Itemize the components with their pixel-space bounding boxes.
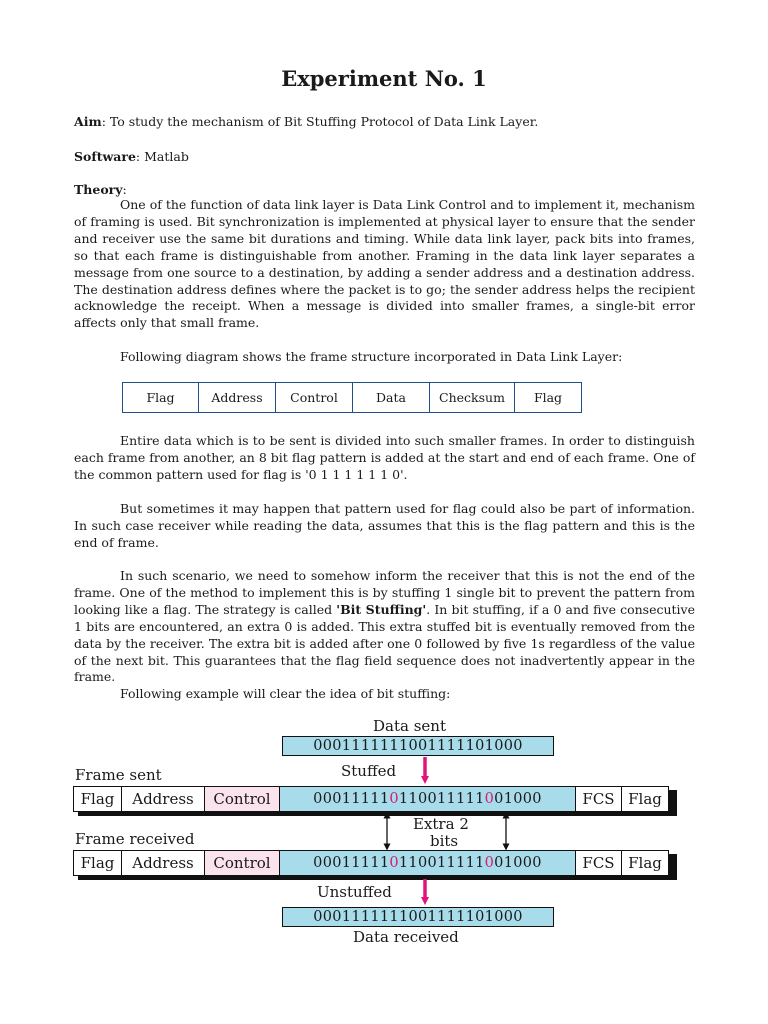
frame-sent-flag: Flag xyxy=(73,786,121,812)
frame-received-flag: Flag xyxy=(73,850,121,876)
unstuffed-label: Unstuffed xyxy=(317,883,392,901)
data-sent-label: Data sent xyxy=(373,717,446,735)
frame-received-flag-end: Flag xyxy=(621,850,669,876)
frame-received-control: Control xyxy=(204,850,279,876)
page-title: Experiment No. 1 xyxy=(281,66,487,91)
extra-bits-label-1: Extra 2 xyxy=(413,815,469,833)
aim-label: Aim xyxy=(74,114,102,129)
frame-sent-fcs: FCS xyxy=(575,786,621,812)
frame-field-flag: Flag xyxy=(123,383,199,413)
data-received-bits: 0001111111001111101000 xyxy=(282,907,554,927)
theory-label: Theory xyxy=(74,182,123,197)
frame-sent-control: Control xyxy=(204,786,279,812)
frame-received-data: 000111110110011111001000 xyxy=(279,850,575,876)
frame-field-checksum: Checksum xyxy=(430,383,515,413)
theory-heading: Theory: xyxy=(74,182,127,197)
theory-paragraph-3: Entire data which is to be sent is divided into such smaller frames. In order to distinguish each frame from another, an 8 bit flag pattern is added at the start and end of each frame. One of the common pattern used for flag is '0 1 1 1 1 1 1 0'. xyxy=(74,433,695,482)
frame-field-address: Address xyxy=(199,383,276,413)
software-line xyxy=(74,149,189,164)
theory-paragraph-4: But sometimes it may happen that pattern used for flag could also be part of information. In such case receiver while reading the data, assumes that this is the flag pattern and this is the end of frame. xyxy=(74,501,695,550)
data-received-label: Data received xyxy=(353,928,459,946)
frame-field-flag-end: Flag xyxy=(515,383,582,413)
software-text: : Matlab xyxy=(135,149,189,164)
frame-received-address: Address xyxy=(121,850,204,876)
frame-structure-intro: Following diagram shows the frame structure incorporated in Data Link Layer: xyxy=(120,349,623,364)
frame-sent-address: Address xyxy=(121,786,204,812)
stuffed-bit-2: 0 xyxy=(484,791,495,807)
aim-text: : To study the mechanism of Bit Stuffing Protocol of Data Link Layer. xyxy=(101,114,539,129)
extra-bits-label-2: bits xyxy=(430,832,459,850)
received-stuffed-bit-1: 0 xyxy=(389,855,399,871)
aim-line xyxy=(74,114,538,129)
theory-paragraph-5: In such scenario, we need to somehow inform the receiver that this is not the end of the frame. One of the method to implement this is by stuffing 1 single bit to prevent the pattern from looking like a flag. The strategy is called 'Bit Stuffing'. In bit stuffing, if a 0 and five consecutive 1 bits are encountered, an extra 0 is added. This extra stuffed bit is eventually removed from the data by the receiver. The extra bit is added after one 0 followed by five 1s regardless of the value of the next bit. This guarantees that the flag field sequence does not inadvertently appear in the frame. xyxy=(74,568,696,685)
stuffed-bit-1: 0 xyxy=(389,791,399,807)
frame-sent-flag-end: Flag xyxy=(621,786,669,812)
received-stuffed-bit-2: 0 xyxy=(484,855,495,871)
frame-sent-data: 000111110110011111001000 xyxy=(279,786,575,812)
frame-field-control: Control xyxy=(276,383,353,413)
bit-stuffing-term: 'Bit Stuffing' xyxy=(336,601,427,617)
frame-sent-label: Frame sent xyxy=(75,766,162,784)
software-label: Software xyxy=(74,149,136,164)
frame-received-label: Frame received xyxy=(75,830,195,848)
frame-received-row xyxy=(73,850,669,876)
theory-paragraph-6: Following example will clear the idea of bit stuffing: xyxy=(120,686,451,701)
frame-structure-table xyxy=(122,382,582,413)
frame-field-data: Data xyxy=(353,383,430,413)
stuffed-label: Stuffed xyxy=(341,762,397,780)
frame-received-fcs: FCS xyxy=(575,850,621,876)
frame-sent-row xyxy=(73,786,669,812)
theory-paragraph-1: One of the function of data link layer is Data Link Control and to implement it, mechanism of framing is used. Bit synchronization is implemented at physical layer to ensure that the sender and receiver use the same bit durations and timing. While data link layer, pack bits into frames, so that each frame is distinguishable from another. Framing in the data link layer separates a message from one source to a destination, by adding a sender address and a destination address. The destination address defines where the packet is to go; the sender address helps the recipient acknowledge the receipt. When a message is divided into smaller frames, a single-bit error affects only that small frame. xyxy=(74,197,695,331)
data-sent-bits: 0001111111001111101000 xyxy=(282,736,554,756)
